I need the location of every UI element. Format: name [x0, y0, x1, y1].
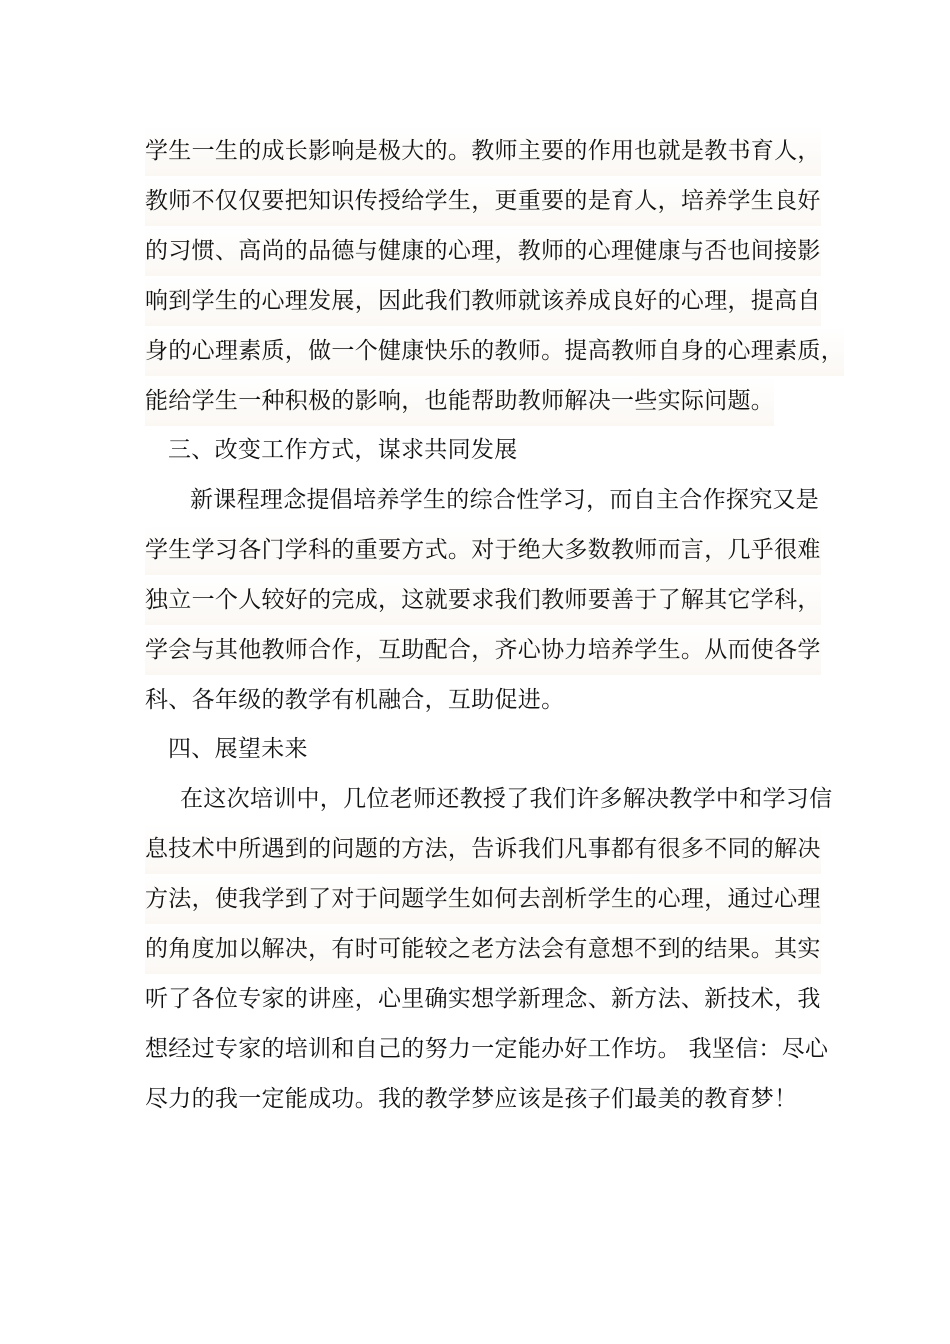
paragraph-line: 尽力的我一定能成功。我的教学梦应该是孩子们最美的教育梦！ — [145, 1086, 798, 1112]
paragraph-line: 听了各位专家的讲座，心里确实想学新理念、新方法、新技术，我 — [145, 986, 821, 1012]
paragraph-line: 新课程理念提倡培养学生的综合性学习，而自主合作探究又是 — [190, 487, 820, 513]
paragraph-line: 学生一生的成长影响是极大的。教师主要的作用也就是教书育人， — [145, 126, 821, 176]
paragraph-line: 息技术中所遇到的问题的方法，告诉我们凡事都有很多不同的解决 — [145, 824, 821, 874]
paragraph-line: 独立一个人较好的完成，这就要求我们教师要善于了解其它学科， — [145, 575, 821, 625]
paragraph-line: 身的心理素质，做一个健康快乐的教师。提高教师自身的心理素质， — [145, 326, 844, 376]
paragraph-line: 的角度加以解决，有时可能较之老方法会有意想不到的结果。其实 — [145, 924, 821, 974]
paragraph-line: 响到学生的心理发展，因此我们教师就该养成良好的心理，提高自 — [145, 276, 821, 326]
paragraph-line: 学会与其他教师合作，互助配合，齐心协力培养学生。从而使各学 — [145, 625, 821, 675]
paragraph-line: 科、各年级的教学有机融合，互助促进。 — [145, 687, 565, 713]
paragraph-line: 在这次培训中，几位老师还教授了我们许多解决教学中和学习信 — [180, 786, 833, 812]
paragraph-line: 能给学生一种积极的影响，也能帮助教师解决一些实际问题。 — [145, 376, 774, 426]
paragraph-line: 教师不仅仅要把知识传授给学生，更重要的是育人，培养学生良好 — [145, 176, 821, 226]
paragraph-line: 学生学习各门学科的重要方式。对于绝大多数教师而言，几乎很难 — [145, 525, 821, 575]
paragraph-line: 方法，使我学到了对于问题学生如何去剖析学生的心理，通过心理 — [145, 874, 821, 924]
section-heading: 四、展望未来 — [168, 736, 308, 762]
paragraph-line: 的习惯、高尚的品德与健康的心理，教师的心理健康与否也间接影 — [145, 226, 821, 276]
paragraph-line: 想经过专家的培训和自己的努力一定能办好工作坊。 我坚信：尽心 — [145, 1036, 829, 1062]
section-heading: 三、改变工作方式，谋求共同发展 — [168, 437, 518, 463]
